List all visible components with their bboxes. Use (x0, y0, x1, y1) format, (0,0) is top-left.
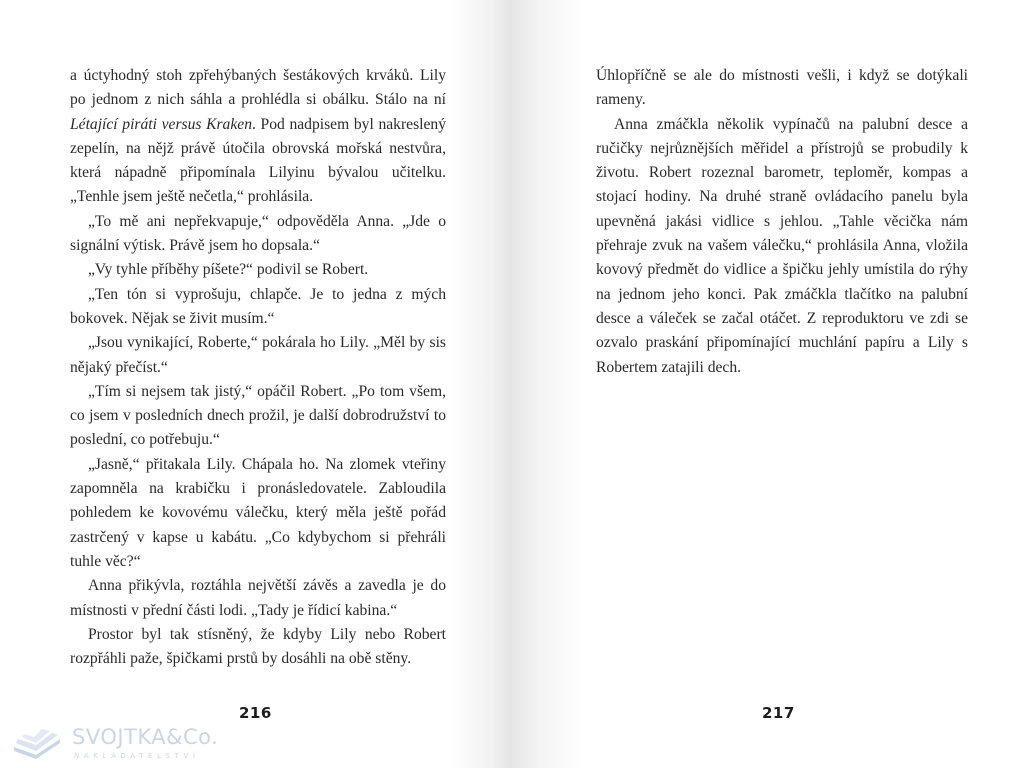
book-logo-icon (12, 725, 62, 761)
paragraph: „Ten tón si vyprošuju, chlapče. Je to jedna z mých bokovek. Nějak se živit musím.“ (70, 285, 446, 327)
paragraph: „To mě ani nepřekvapuje,“ odpověděla Anna. „Jde o signální výtisk. Právě jsem ho dopsala.“ (70, 212, 446, 255)
paragraph: „Vy tyhle příběhy píšete?“ podivil se Robert. (88, 261, 369, 279)
watermark-name: SVOJTKA&Co. (72, 725, 219, 749)
paragraph: Úhlopříčně se ale do místnosti vešli, i když se dotýkali rameny. (596, 67, 968, 109)
paragraph: Prostor byl tak stísněný, že kdyby Lily nebo Robert rozpřáhli paže, špičkami prstů by dosáhli na obě stěny. (70, 625, 446, 668)
paragraph: „Tím si nejsem tak jistý,“ opáčil Robert. „Po tom všem, co jsem v posledních dnech prožil, je další dobrodružství to poslední, co potřebuju.“ (70, 382, 446, 449)
paragraph: „Jsou vynikající, Roberte,“ pokárala ho Lily. „Měl by sis nějaký přečíst.“ (70, 334, 446, 376)
paragraph: a úctyhodný stoh zpřehýbaných šestákových krváků. Lily po jednom z nich sáhla a prohlédla si obálku. Stálo na ní Létající piráti versus Kraken. Pod nadpisem byl nakreslený zepelín, na nějž právě útočila obrovská mořská nestvůra, která nápadně připomínala Lilyinu bývalou učitelku. „Tenhle jsem ještě nečetla,“ prohlásila. (70, 67, 446, 206)
publisher-watermark (12, 721, 219, 765)
watermark-subtitle: NAKLADATELSTVÍ (74, 752, 200, 760)
right-page-text (596, 64, 968, 380)
right-page (512, 0, 1024, 768)
paragraph: Anna přikývla, roztáhla největší závěs a zavedla je do místnosti v přední části lodi. „Tady je řídicí kabina.“ (70, 577, 446, 619)
paragraph: Anna zmáčkla několik vypínačů na palubní desce a ručičky nejrůznějších měřidel a přístrojů se probudily k životu. Robert rozeznal barometr, teploměr, kompas a stojací hodiny. Na druhé straně ovládacího panelu byla upevněná jakási vidlice s jehlou. „Tahle věcička nám přehraje zvuk na vašem válečku,“ prohlásila Anna, vložila kovový předmět do vidlice a špičku jehly umístila do rýhy na jednom jeho konci. Pak zmáčkla tlačítko na palubní desce a váleček se začal otáčet. Z reproduktoru ve zdi se ozvalo praskání připomínající muchlání papíru a Lily s Robertem zatajili dech. (596, 115, 968, 376)
left-page-text (70, 64, 446, 671)
paragraph: „Jasně,“ přitakala Lily. Chápala ho. Na zlomek vteřiny zapomněla na krabičku i pronásledovatele. Zabloudila pohledem ke kovovému válečku, který měla ještě pořád zastrčený v kapse u kabátu. „Co kdybychom si přehráli tuhle věc?“ (70, 455, 446, 570)
page-number-right: 217 (762, 704, 795, 722)
page-number-left: 216 (239, 704, 272, 722)
